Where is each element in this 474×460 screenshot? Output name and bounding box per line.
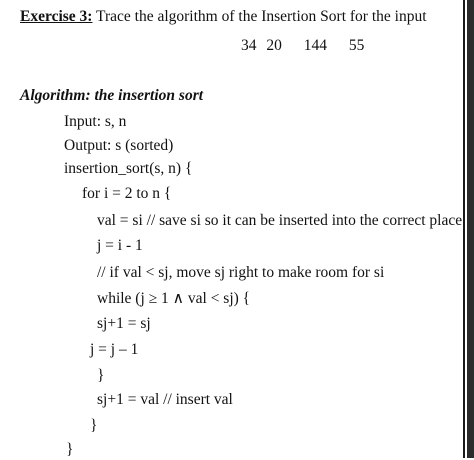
algo-line-decrement: j = j – 1	[90, 341, 139, 358]
algo-line-close-while: }	[97, 367, 105, 384]
algorithm-title: Algorithm: the insertion sort	[20, 87, 204, 104]
page-edge	[467, 0, 474, 458]
algo-line-close-for: }	[90, 417, 98, 434]
input-values	[241, 36, 364, 56]
algo-line-input: Input: s, n	[64, 113, 127, 130]
algo-line-val: val = si // save si so it can be inserted into the correct place	[97, 212, 463, 229]
exercise-heading	[20, 7, 427, 27]
algo-line-close-function: }	[66, 441, 74, 458]
input-value: 55	[348, 37, 365, 54]
exercise-text: Trace the algorithm of the Insertion Sort for the input	[92, 8, 427, 25]
algo-line-output: Output: s (sorted)	[64, 137, 174, 154]
algo-line-j: j = i - 1	[97, 237, 143, 254]
input-value: 144	[303, 37, 327, 54]
input-value: 20	[266, 37, 282, 54]
exercise-label: Exercise 3:	[20, 8, 93, 25]
algo-line-shift: sj+1 = sj	[97, 315, 151, 332]
algo-line-insert: sj+1 = val // insert val	[97, 391, 233, 408]
algo-line-while: while (j ≥ 1 ∧ val < sj) {	[97, 290, 251, 307]
algo-line-function-header: insertion_sort(s, n) {	[64, 160, 193, 177]
algo-line-comment: // if val < sj, move sj right to make room for si	[97, 264, 385, 281]
input-value: 34	[241, 37, 257, 54]
algo-line-for: for i = 2 to n {	[82, 185, 172, 202]
